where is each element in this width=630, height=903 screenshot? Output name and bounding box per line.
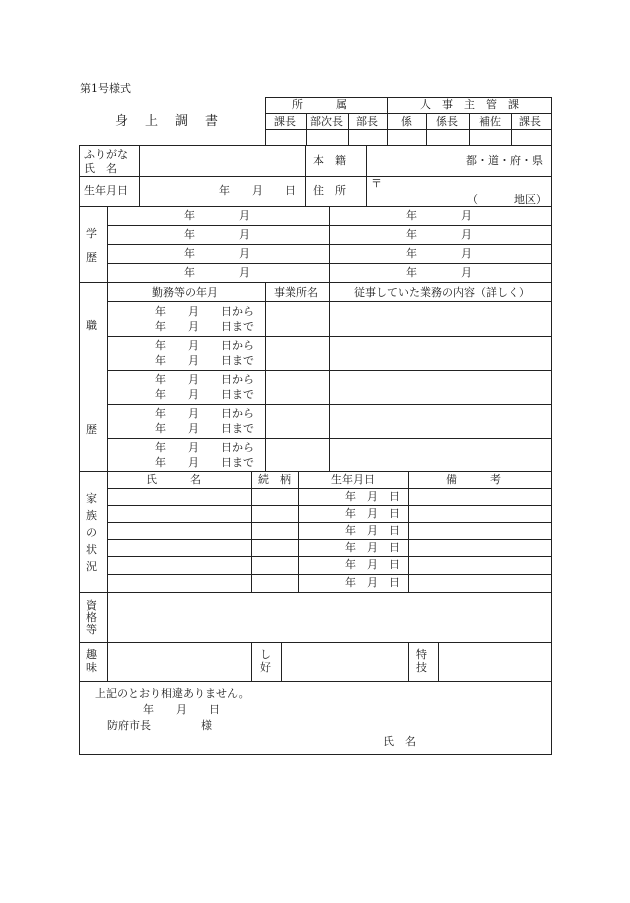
honseki-label: 本 籍 <box>313 154 346 167</box>
family-row-4-date: 年 月 日 <box>345 541 400 554</box>
qualifications-label-3: 等 <box>86 623 97 636</box>
family-row-2-date: 年 月 日 <box>345 507 400 520</box>
education-label-2: 歴 <box>86 251 97 264</box>
qualifications-label-1: 資 <box>86 599 97 612</box>
approval-col-bucho: 部長 <box>356 115 378 128</box>
family-row-5-date: 年 月 日 <box>345 558 400 571</box>
hobby-label-2: 味 <box>86 661 97 674</box>
family-row-1-date: 年 月 日 <box>345 490 400 503</box>
career-row-3-to: 年 月 日まで <box>155 388 254 401</box>
approval-col-bujicho: 部次長 <box>310 115 343 128</box>
birth-date-value: 年 月 日 <box>219 184 296 197</box>
declaration-addressee: 防府市長 <box>107 719 151 732</box>
approval-group-personnel: 人 事 主 管 課 <box>420 98 519 111</box>
career-label-1: 職 <box>86 319 97 332</box>
career-row-2-from: 年 月 日から <box>155 339 254 352</box>
education-row-1-left: 年 月 <box>184 209 250 222</box>
qualifications-label-2: 格 <box>86 611 97 624</box>
education-row-3-left: 年 月 <box>184 247 250 260</box>
prefecture-text: 都・道・府・県 <box>466 154 543 167</box>
career-row-4-to: 年 月 日まで <box>155 422 254 435</box>
education-row-4-left: 年 月 <box>184 266 250 279</box>
education-label-1: 学 <box>86 227 97 240</box>
career-row-1-from: 年 月 日から <box>155 305 254 318</box>
declaration-date: 年 月 日 <box>143 703 220 716</box>
preference-label-1: し <box>260 648 271 661</box>
career-row-4-from: 年 月 日から <box>155 407 254 420</box>
form-number: 第1号様式 <box>80 82 131 95</box>
education-row-2-right: 年 月 <box>406 228 472 241</box>
preference-label-2: 好 <box>260 661 271 674</box>
career-row-5-to: 年 月 日まで <box>155 456 254 469</box>
career-row-5-from: 年 月 日から <box>155 441 254 454</box>
postal-mark: 〒 <box>371 177 382 190</box>
page-title: 身 上 調 書 <box>115 114 221 129</box>
approval-col-kakari: 係 <box>401 115 412 128</box>
education-row-1-right: 年 月 <box>406 209 472 222</box>
furigana-label: ふりがな <box>84 148 128 161</box>
career-label-2: 歴 <box>86 423 97 436</box>
hobby-label-1: 趣 <box>86 648 97 661</box>
career-row-2-to: 年 月 日まで <box>155 354 254 367</box>
family-header-name: 氏 名 <box>146 473 201 486</box>
birth-date-label: 生年月日 <box>84 184 128 197</box>
district-close: 地区） <box>514 193 547 206</box>
skill-label-1: 特 <box>416 648 427 661</box>
career-header-period: 勤務等の年月 <box>152 286 218 299</box>
approval-col-hosa: 補佐 <box>479 115 501 128</box>
approval-col-kacho-2: 課長 <box>519 115 541 128</box>
family-label-2: 族 <box>86 509 97 522</box>
declaration-statement: 上記のとおり相違ありません。 <box>95 687 250 700</box>
signature-label: 氏 名 <box>383 735 416 748</box>
declaration-honorific: 様 <box>201 719 212 732</box>
education-row-4-right: 年 月 <box>406 266 472 279</box>
approval-group-affiliation: 所 属 <box>292 98 347 111</box>
family-label-5: 況 <box>86 560 97 573</box>
approval-col-kacho: 課長 <box>274 115 296 128</box>
family-header-birthdate: 生年月日 <box>331 473 375 486</box>
career-header-employer: 事業所名 <box>274 286 318 299</box>
family-label-3: の <box>86 526 97 539</box>
family-label-4: 状 <box>86 543 97 556</box>
address-label: 住 所 <box>313 184 346 197</box>
family-row-3-date: 年 月 日 <box>345 524 400 537</box>
family-row-6-date: 年 月 日 <box>345 576 400 589</box>
career-header-duties: 従事していた業務の内容（詳しく） <box>354 286 530 299</box>
approval-col-kakaricho: 係長 <box>436 115 458 128</box>
career-row-1-to: 年 月 日まで <box>155 320 254 333</box>
name-label: 氏 名 <box>84 162 117 175</box>
education-row-3-right: 年 月 <box>406 247 472 260</box>
district-open: （ <box>467 193 478 206</box>
career-row-3-from: 年 月 日から <box>155 373 254 386</box>
family-header-relation: 続 柄 <box>258 473 291 486</box>
education-row-2-left: 年 月 <box>184 228 250 241</box>
family-header-remarks: 備 考 <box>446 473 501 486</box>
skill-label-2: 技 <box>416 661 427 674</box>
family-label-1: 家 <box>86 492 97 505</box>
